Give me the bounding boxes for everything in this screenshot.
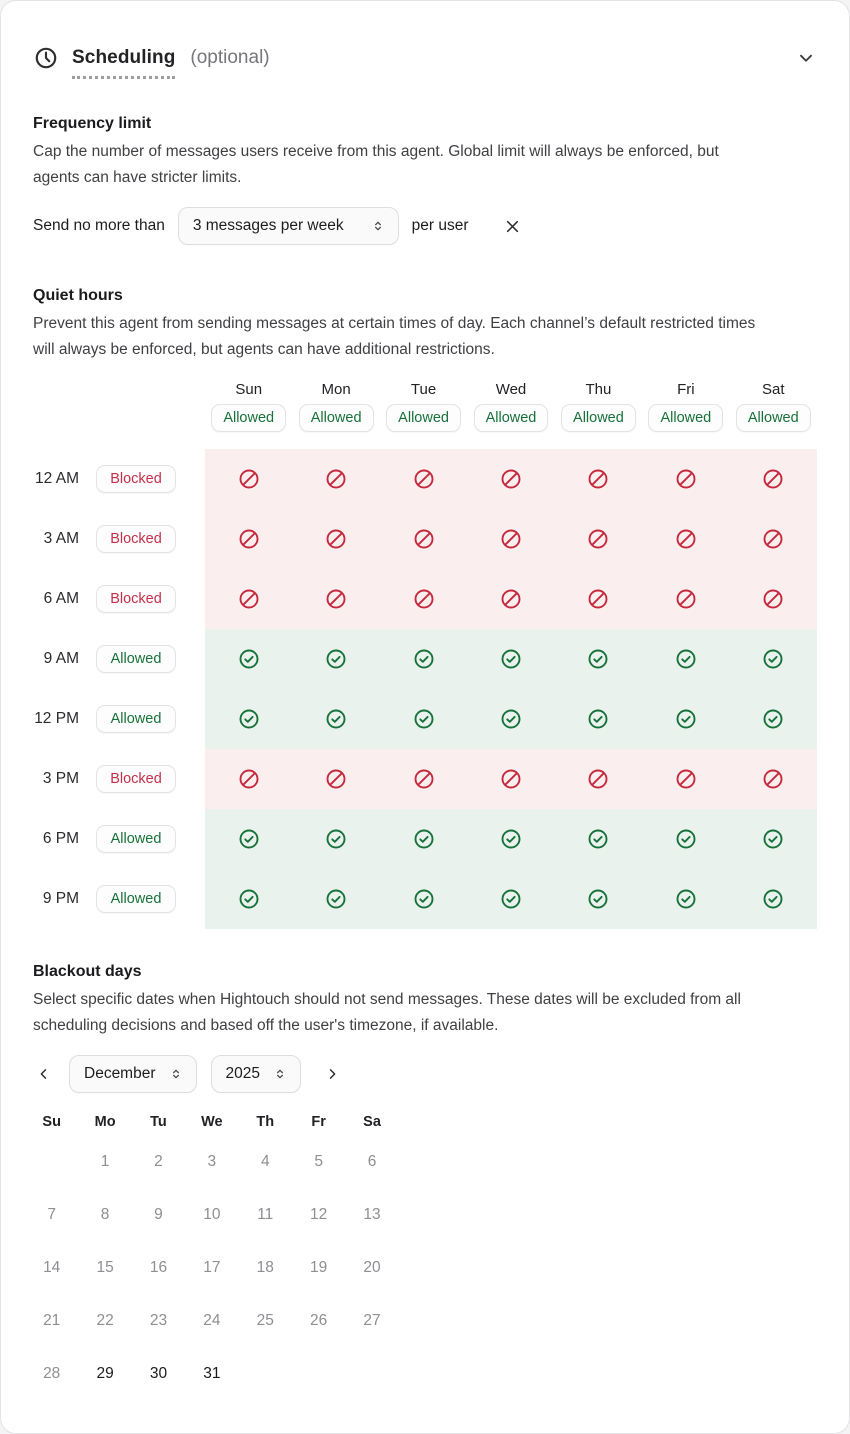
calendar-empty-cell <box>292 1347 345 1400</box>
clock-icon <box>33 45 59 71</box>
month-select[interactable] <box>69 1055 197 1093</box>
quiet-hours-cell-tue-12pm[interactable] <box>380 689 467 749</box>
quiet-hours-grid <box>33 377 817 929</box>
year-select-value: 2025 <box>225 1065 260 1082</box>
calendar-date-18: 18 <box>239 1241 292 1294</box>
blocked-icon <box>761 527 785 551</box>
quiet-hours-heading: Quiet hours <box>33 287 123 304</box>
grid-spacer <box>33 435 205 449</box>
day-status-button-sat[interactable]: Allowed <box>736 404 811 432</box>
blocked-icon <box>324 467 348 491</box>
grid-spacer <box>555 435 642 449</box>
blocked-icon <box>412 587 436 611</box>
blackout-calendar <box>25 1109 817 1400</box>
allowed-check-icon <box>237 827 261 851</box>
calendar-date-8: 8 <box>78 1188 131 1241</box>
blackout-days-heading: Blackout days <box>33 963 142 980</box>
grid-spacer <box>730 435 817 449</box>
time-status-button-9am[interactable]: Allowed <box>96 645 176 673</box>
blocked-icon <box>412 767 436 791</box>
weekday-header-su: Su <box>42 1114 61 1130</box>
time-label: 9 PM <box>42 890 79 907</box>
weekday-header-th: Th <box>256 1114 275 1130</box>
time-label: 9 AM <box>43 650 79 667</box>
quiet-hours-cell-sun-6pm[interactable] <box>205 809 292 869</box>
grid-spacer <box>205 435 292 449</box>
allowed-check-icon <box>586 887 610 911</box>
year-select[interactable] <box>211 1055 301 1093</box>
calendar-date-12: 12 <box>292 1188 345 1241</box>
quiet-hours-cell-sun-9am[interactable] <box>205 629 292 689</box>
day-status-button-mon[interactable]: Allowed <box>299 404 374 432</box>
quiet-hours-cell-tue-6am[interactable] <box>380 569 467 629</box>
quiet-hours-cell-sat-3pm[interactable] <box>730 749 817 809</box>
blocked-icon <box>586 587 610 611</box>
allowed-check-icon <box>586 707 610 731</box>
weekday-header-we: We <box>201 1114 223 1130</box>
day-status-cell <box>380 401 467 435</box>
allowed-check-icon <box>761 887 785 911</box>
calendar-week-row <box>25 1188 817 1241</box>
quiet-hours-cell-wed-9am[interactable] <box>467 629 554 689</box>
grid-spacer <box>642 435 729 449</box>
calendar-week-row <box>25 1347 817 1400</box>
weekday-header-tu: Tu <box>150 1114 167 1130</box>
quiet-hours-cell-thu-12pm[interactable] <box>555 689 642 749</box>
quiet-hours-cell-wed-6am[interactable] <box>467 569 554 629</box>
calendar-date-23: 23 <box>132 1294 185 1347</box>
allowed-check-icon <box>499 647 523 671</box>
time-row-label <box>33 449 205 509</box>
quiet-hours-cell-sat-12am[interactable] <box>730 449 817 509</box>
quiet-hours-cell-sun-6am[interactable] <box>205 569 292 629</box>
time-status-button-9pm[interactable]: Allowed <box>96 885 176 913</box>
calendar-week-row <box>25 1294 817 1347</box>
frequency-limit-heading: Frequency limit <box>33 115 152 132</box>
calendar-date-17: 17 <box>185 1241 238 1294</box>
time-status-button-12am[interactable]: Blocked <box>96 465 176 493</box>
day-status-cell <box>467 401 554 435</box>
blocked-icon <box>674 587 698 611</box>
allowed-check-icon <box>324 827 348 851</box>
quiet-hours-cell-wed-6pm[interactable] <box>467 809 554 869</box>
quiet-hours-cell-sat-3am[interactable] <box>730 509 817 569</box>
time-label: 3 AM <box>43 530 79 547</box>
blocked-icon <box>237 467 261 491</box>
remove-frequency-limit-button[interactable] <box>500 214 525 239</box>
calendar-empty-cell <box>25 1135 78 1188</box>
allowed-check-icon <box>412 647 436 671</box>
quiet-hours-cell-thu-6am[interactable] <box>555 569 642 629</box>
frequency-suffix-label: per user <box>411 217 469 234</box>
day-status-button-tue[interactable]: Allowed <box>386 404 461 432</box>
time-row-label <box>33 569 205 629</box>
select-updown-icon <box>168 1066 184 1082</box>
weekday-header-fr: Fr <box>311 1114 326 1130</box>
quiet-hours-corner-spacer <box>33 377 205 401</box>
blocked-icon <box>586 527 610 551</box>
calendar-date-15: 15 <box>78 1241 131 1294</box>
blocked-icon <box>499 527 523 551</box>
time-label: 12 AM <box>35 470 79 487</box>
select-updown-icon <box>272 1066 288 1082</box>
blocked-icon <box>324 527 348 551</box>
blocked-icon <box>412 527 436 551</box>
quiet-hours-cell-thu-12am[interactable] <box>555 449 642 509</box>
frequency-prefix-label: Send no more than <box>33 217 165 234</box>
quiet-hours-cell-tue-9pm[interactable] <box>380 869 467 929</box>
day-status-cell <box>730 401 817 435</box>
day-status-cell <box>642 401 729 435</box>
blocked-icon <box>499 467 523 491</box>
day-header-fri: Fri <box>677 380 695 398</box>
allowed-check-icon <box>499 827 523 851</box>
frequency-limit-description: Cap the number of messages users receive from this agent. Global limit will always be enforced, but agents can have stricter limits. <box>33 143 719 186</box>
allowed-check-icon <box>412 827 436 851</box>
calendar-date-26: 26 <box>292 1294 345 1347</box>
quiet-hours-cell-sat-9pm[interactable] <box>730 869 817 929</box>
day-status-cell <box>555 401 642 435</box>
calendar-date-22: 22 <box>78 1294 131 1347</box>
quiet-hours-cell-wed-3am[interactable] <box>467 509 554 569</box>
allowed-check-icon <box>674 887 698 911</box>
day-status-button-thu[interactable]: Allowed <box>561 404 636 432</box>
day-header-thu: Thu <box>585 380 612 398</box>
optional-label: (optional) <box>190 47 270 68</box>
allowed-check-icon <box>499 887 523 911</box>
day-status-cell <box>205 401 292 435</box>
time-status-button-6pm[interactable]: Allowed <box>96 825 176 853</box>
calendar-date-25: 25 <box>239 1294 292 1347</box>
calendar-date-27: 27 <box>345 1294 398 1347</box>
quiet-hours-cell-thu-9pm[interactable] <box>555 869 642 929</box>
blocked-icon <box>412 467 436 491</box>
allowed-check-icon <box>674 647 698 671</box>
frequency-select[interactable] <box>178 207 399 245</box>
calendar-date-9: 9 <box>132 1188 185 1241</box>
blocked-icon <box>237 527 261 551</box>
time-label: 6 AM <box>43 590 79 607</box>
calendar-date-14: 14 <box>25 1241 78 1294</box>
quiet-hours-cell-sun-9pm[interactable] <box>205 869 292 929</box>
quiet-hours-cell-sat-6pm[interactable] <box>730 809 817 869</box>
quiet-hours-cell-sat-12pm[interactable] <box>730 689 817 749</box>
allowed-check-icon <box>324 647 348 671</box>
quiet-hours-cell-wed-9pm[interactable] <box>467 869 554 929</box>
calendar-date-7: 7 <box>25 1188 78 1241</box>
calendar-week-row <box>25 1241 817 1294</box>
allowed-check-icon <box>412 707 436 731</box>
blocked-icon <box>237 587 261 611</box>
time-row-label <box>33 869 205 929</box>
calendar-week-row <box>25 1135 817 1188</box>
calendar-weekday-header-row <box>25 1109 817 1135</box>
allowed-check-icon <box>499 707 523 731</box>
time-label: 12 PM <box>34 710 79 727</box>
blocked-icon <box>324 587 348 611</box>
time-row-label <box>33 749 205 809</box>
quiet-hours-cell-thu-3pm[interactable] <box>555 749 642 809</box>
quiet-hours-cell-wed-3pm[interactable] <box>467 749 554 809</box>
blocked-icon <box>499 587 523 611</box>
previous-month-button[interactable] <box>33 1063 55 1085</box>
select-updown-icon <box>370 218 386 234</box>
time-status-button-12pm[interactable]: Allowed <box>96 705 176 733</box>
allowed-check-icon <box>674 827 698 851</box>
day-status-button-sun[interactable]: Allowed <box>211 404 286 432</box>
quiet-hours-cell-fri-3pm[interactable] <box>642 749 729 809</box>
quiet-hours-cell-fri-3am[interactable] <box>642 509 729 569</box>
blocked-icon <box>324 767 348 791</box>
time-row-label <box>33 689 205 749</box>
quiet-hours-cell-mon-6pm[interactable] <box>292 809 379 869</box>
quiet-hours-cell-wed-12pm[interactable] <box>467 689 554 749</box>
blackout-days-section <box>33 963 817 1400</box>
calendar-date-21: 21 <box>25 1294 78 1347</box>
quiet-hours-cell-mon-3pm[interactable] <box>292 749 379 809</box>
month-select-value: December <box>84 1065 156 1082</box>
allowed-check-icon <box>412 887 436 911</box>
blocked-icon <box>586 467 610 491</box>
scheduling-section-header[interactable] <box>33 45 817 71</box>
quiet-hours-cell-wed-12am[interactable] <box>467 449 554 509</box>
calendar-date-5: 5 <box>292 1135 345 1188</box>
calendar-date-20: 20 <box>345 1241 398 1294</box>
day-header-wed: Wed <box>495 380 527 398</box>
time-status-button-3pm[interactable]: Blocked <box>96 765 176 793</box>
quiet-hours-cell-sun-12pm[interactable] <box>205 689 292 749</box>
calendar-date-19: 19 <box>292 1241 345 1294</box>
allowed-check-icon <box>761 827 785 851</box>
quiet-hours-cell-fri-9am[interactable] <box>642 629 729 689</box>
calendar-navigation <box>33 1055 817 1093</box>
allowed-check-icon <box>324 707 348 731</box>
blocked-icon <box>499 767 523 791</box>
grid-spacer <box>467 435 554 449</box>
calendar-date-6: 6 <box>345 1135 398 1188</box>
quiet-hours-cell-fri-12am[interactable] <box>642 449 729 509</box>
time-status-button-3am[interactable]: Blocked <box>96 525 176 553</box>
day-status-button-fri[interactable]: Allowed <box>648 404 723 432</box>
calendar-date-10: 10 <box>185 1188 238 1241</box>
allowed-check-icon <box>237 887 261 911</box>
quiet-hours-cell-thu-6pm[interactable] <box>555 809 642 869</box>
day-status-button-wed[interactable]: Allowed <box>474 404 549 432</box>
quiet-hours-cell-mon-6am[interactable] <box>292 569 379 629</box>
day-header-sun: Sun <box>235 380 263 398</box>
section-title: Scheduling <box>72 47 175 79</box>
calendar-empty-cell <box>239 1347 292 1400</box>
blocked-icon <box>237 767 261 791</box>
time-row-label <box>33 509 205 569</box>
grid-spacer <box>292 435 379 449</box>
blocked-icon <box>761 467 785 491</box>
quiet-hours-cell-mon-12am[interactable] <box>292 449 379 509</box>
allowed-check-icon <box>237 707 261 731</box>
blocked-icon <box>761 767 785 791</box>
time-status-button-6am[interactable]: Blocked <box>96 585 176 613</box>
allowed-check-icon <box>237 647 261 671</box>
time-row-label <box>33 629 205 689</box>
quiet-hours-cell-fri-6am[interactable] <box>642 569 729 629</box>
blocked-icon <box>674 767 698 791</box>
quiet-hours-cell-sat-6am[interactable] <box>730 569 817 629</box>
quiet-hours-cell-mon-12pm[interactable] <box>292 689 379 749</box>
blocked-icon <box>761 587 785 611</box>
day-header-sat: Sat <box>762 380 785 398</box>
grid-spacer <box>380 435 467 449</box>
blocked-icon <box>674 527 698 551</box>
quiet-hours-cell-fri-9pm[interactable] <box>642 869 729 929</box>
calendar-date-24: 24 <box>185 1294 238 1347</box>
time-label: 6 PM <box>42 830 79 847</box>
blocked-icon <box>674 467 698 491</box>
quiet-hours-cell-tue-9am[interactable] <box>380 629 467 689</box>
quiet-hours-cell-tue-12am[interactable] <box>380 449 467 509</box>
allowed-check-icon <box>761 707 785 731</box>
calendar-date-2: 2 <box>132 1135 185 1188</box>
allowed-check-icon <box>761 647 785 671</box>
quiet-hours-cell-thu-9am[interactable] <box>555 629 642 689</box>
calendar-date-16: 16 <box>132 1241 185 1294</box>
weekday-header-mo: Mo <box>94 1114 116 1130</box>
calendar-date-11: 11 <box>239 1188 292 1241</box>
day-status-cell <box>292 401 379 435</box>
next-month-button[interactable] <box>321 1063 343 1085</box>
quiet-hours-cell-tue-3am[interactable] <box>380 509 467 569</box>
blackout-days-description: Select specific dates when Hightouch should not send messages. These dates will be excluded from all scheduling decisions and based off the user's timezone, if available. <box>33 991 741 1034</box>
time-label: 3 PM <box>42 770 79 787</box>
calendar-date-3: 3 <box>185 1135 238 1188</box>
quiet-hours-cell-mon-3am[interactable] <box>292 509 379 569</box>
quiet-hours-cell-sun-3pm[interactable] <box>205 749 292 809</box>
quiet-hours-cell-mon-9pm[interactable] <box>292 869 379 929</box>
calendar-date-28: 28 <box>25 1347 78 1400</box>
allowed-check-icon <box>586 647 610 671</box>
allowed-check-icon <box>674 707 698 731</box>
quiet-hours-cell-sun-12am[interactable] <box>205 449 292 509</box>
calendar-date-29[interactable]: 29 <box>78 1347 131 1400</box>
weekday-header-sa: Sa <box>363 1114 381 1130</box>
quiet-hours-corner-spacer <box>33 401 205 435</box>
quiet-hours-cell-tue-3pm[interactable] <box>380 749 467 809</box>
calendar-empty-cell <box>345 1347 398 1400</box>
calendar-date-4: 4 <box>239 1135 292 1188</box>
quiet-hours-cell-fri-12pm[interactable] <box>642 689 729 749</box>
frequency-select-value: 3 messages per week <box>192 217 344 234</box>
frequency-limit-section <box>33 115 817 245</box>
calendar-date-13: 13 <box>345 1188 398 1241</box>
time-row-label <box>33 809 205 869</box>
allowed-check-icon <box>324 887 348 911</box>
chevron-down-icon[interactable] <box>795 47 817 69</box>
calendar-date-31[interactable]: 31 <box>185 1347 238 1400</box>
allowed-check-icon <box>586 827 610 851</box>
day-header-mon: Mon <box>321 380 351 398</box>
quiet-hours-cell-sat-9am[interactable] <box>730 629 817 689</box>
quiet-hours-description: Prevent this agent from sending messages at certain times of day. Each channel’s default restricted times will always be enforced, but agents can have additional restrictions. <box>33 315 756 358</box>
quiet-hours-cell-thu-3am[interactable] <box>555 509 642 569</box>
quiet-hours-cell-tue-6pm[interactable] <box>380 809 467 869</box>
quiet-hours-cell-mon-9am[interactable] <box>292 629 379 689</box>
quiet-hours-cell-fri-6pm[interactable] <box>642 809 729 869</box>
blocked-icon <box>586 767 610 791</box>
calendar-date-30[interactable]: 30 <box>132 1347 185 1400</box>
day-header-tue: Tue <box>410 380 437 398</box>
quiet-hours-section <box>33 287 817 929</box>
calendar-date-1: 1 <box>78 1135 131 1188</box>
quiet-hours-cell-sun-3am[interactable] <box>205 509 292 569</box>
